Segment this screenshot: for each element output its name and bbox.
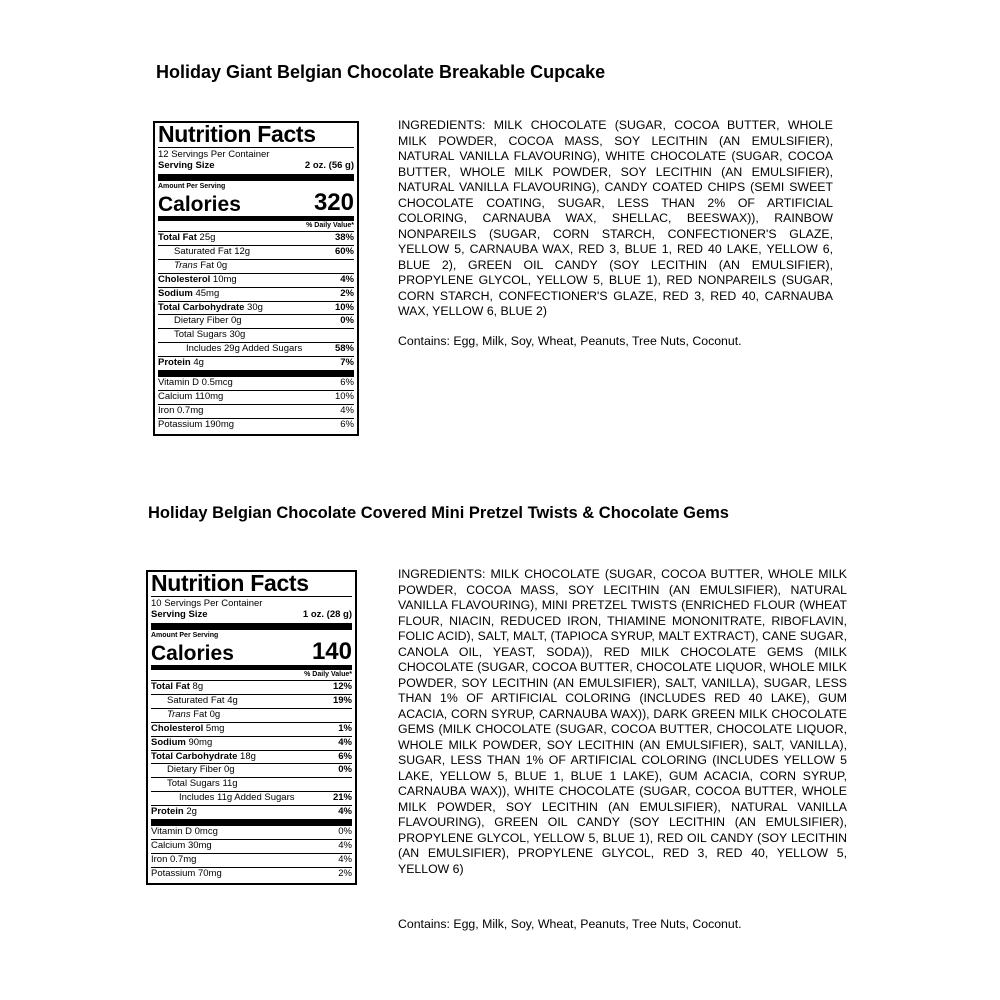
divider [158, 370, 354, 377]
total-carbohydrate-row [158, 301, 354, 315]
nutrient-label: Calcium 30mg [151, 840, 212, 852]
protein-row [158, 356, 354, 370]
nutrient-label: Dietary Fiber 0g [174, 315, 242, 327]
sodium-row [158, 287, 354, 301]
nutrient-dv: 21% [332, 792, 352, 804]
nutrient-dv: 2% [340, 287, 354, 299]
iron-row [158, 404, 354, 418]
nutrient-dv: 19% [332, 694, 352, 706]
nutrient-label: Total Fat [151, 680, 190, 692]
calcium-row [151, 839, 352, 853]
calories-value: 320 [313, 188, 354, 216]
nutrient-label: Potassium 190mg [158, 418, 235, 430]
iron-row [151, 853, 352, 867]
nutrient-label: Cholesterol [158, 273, 211, 285]
total-fat-row [151, 680, 352, 694]
dietary-fiber-row [158, 314, 354, 328]
serving-size-label: Serving Size [158, 159, 215, 171]
saturated-fat-row [158, 245, 354, 259]
calcium-row [158, 390, 354, 404]
nutrition-facts-label [146, 570, 357, 885]
nutrient-dv: 6% [338, 750, 352, 762]
amount-per-serving: Amount Per Serving [151, 631, 219, 639]
vitamin-d-row [158, 377, 354, 390]
nutrient-label: Total Carbohydrate [151, 750, 238, 762]
nutrient-amount: 8g [192, 680, 204, 692]
nutrient-dv: 4% [338, 840, 352, 852]
serving-size [158, 161, 354, 172]
nutrient-dv: 10% [334, 301, 354, 313]
nutrient-label: Total Sugars 11g [167, 778, 238, 790]
vitamin-d-row [151, 826, 352, 839]
total-sugars-row [151, 777, 352, 791]
added-sugars-row [151, 791, 352, 805]
sodium-row [151, 736, 352, 750]
nutrient-label: Trans [167, 708, 191, 720]
nutrient-label: Iron 0.7mg [158, 405, 204, 416]
nutrient-label: Dietary Fiber 0g [167, 764, 235, 776]
nutrient-label: Includes 29g Added Sugars [186, 343, 303, 355]
nutrient-label: Includes 11g Added Sugars [179, 792, 295, 804]
trans-fat-row [158, 259, 354, 273]
nutrient-dv: 6% [340, 377, 354, 389]
product-title: Holiday Giant Belgian Chocolate Breakable Cupcake [156, 62, 606, 82]
nutrient-dv: 0% [340, 315, 354, 327]
calories-row [151, 637, 352, 665]
calories-label: Calories [151, 641, 234, 665]
nutrient-dv: 4% [340, 273, 354, 285]
total-sugars-row [158, 328, 354, 342]
nutrient-amount: 30g [247, 301, 263, 313]
calories-label: Calories [158, 192, 241, 216]
nutrient-dv: 0% [338, 764, 352, 776]
nutrient-label: Protein [151, 806, 184, 818]
cholesterol-row [151, 722, 352, 736]
nutrient-amount: 90mg [188, 736, 213, 748]
nutrient-amount: 10mg [212, 273, 237, 285]
serving-size-value: 2 oz. (56 g) [304, 159, 354, 171]
nutrient-amount: Fat 0g [200, 259, 228, 271]
trans-fat-row [151, 708, 352, 722]
potassium-row [151, 867, 352, 881]
nutrient-dv: 2% [338, 867, 352, 879]
nutrient-amount: 18g [240, 750, 256, 762]
divider [151, 819, 352, 826]
serving-size-value: 1 oz. (28 g) [302, 608, 352, 620]
allergen-statement: Contains: Egg, Milk, Soy, Wheat, Peanuts, Tree Nuts, Coconut. [398, 334, 742, 348]
nutrient-label: Sodium [158, 287, 193, 299]
nutrient-dv: 0% [338, 826, 352, 838]
nutrient-label: Trans [174, 259, 198, 271]
nutrient-dv: 58% [334, 343, 354, 355]
nutrient-dv: 4% [338, 806, 352, 818]
nutrient-dv: 1% [338, 722, 352, 734]
nutrient-label: Total Fat [158, 231, 197, 243]
cholesterol-row [158, 273, 354, 287]
divider [158, 174, 354, 181]
nutrient-dv: 4% [340, 405, 354, 416]
nutrient-label: Calcium 110mg [158, 391, 224, 403]
amount-per-serving: Amount Per Serving [158, 182, 226, 190]
dietary-fiber-row [151, 763, 352, 777]
serving-size [151, 610, 352, 621]
nutrient-label: Total Carbohydrate [158, 301, 245, 313]
nutrient-label: Total Sugars 30g [174, 329, 246, 341]
daily-value-header: % Daily Value* [151, 669, 352, 680]
nutrient-label: Saturated Fat 4g [167, 694, 238, 706]
nutrient-label: Saturated Fat 12g [174, 245, 251, 257]
ingredients-text: INGREDIENTS: MILK CHOCOLATE (SUGAR, COCOA BUTTER, WHOLE MILK POWDER, COCOA MASS, SOY LECITHIN (AN EMULSIFIER), NATURAL VANILLA FLAVOURING), MINI PRETZEL TWISTS (ENRICHED FLOUR (WHEAT FLOUR, NIACIN, REDUCED IRON, THIAMINE MONONITRATE, RIBOFLAVIN, FOLIC ACID), SALT, MALT, (TAPIOCA SYRUP, MALT EXTRACT), CANE SUGAR, CANOLA OIL, YEAST, SODA)), RED MILK CHOCOLATE GEMS (MILK CHOCOLATE (SUGAR, COCOA BUTTER, CHOCOLATE LIQUOR, WHOLE MILK POWDER, SOY LECITHIN (AN EMULSIFIER), SALT, VANILLA), SUGAR, LESS THAN 1% OF ARTIFICIAL COLORING (INCLUDES RED 40 LAKE), GUM ACACIA, CORN SYRUP, CARNAUBA WAX)), DARK GREEN MILK CHOCOLATE GEMS (MILK CHOCOLATE (SUGAR, COCOA BUTTER, CHOCOLATE LIQUOR, WHOLE MILK POWDER, SOY LECITHIN (AN EMULSIFIER), SALT, VANILLA), SUGAR, LESS THAN 1% OF ARTIFICIAL COLORING (INCLUDES YELLOW 5 LAKE, YELLOW 5, BLUE 1, BLUE 1 LAKE), GUM ACACIA, CORN SYRUP, CARNAUBA WAX)), WHITE CHOCOLATE (SUGAR, COCOA BUTTER, WHOLE MILK POWDER, SOY LECITHIN (AN EMULSIFIER), NATURAL VANILLA FLAVOURING), GREEN OIL CANDY (SOY LECITHIN (AN EMULSIFIER), PROPYLENE GLYCOL, YELLOW 5, BLUE 1), RED OIL CANDY (SOY LECITHIN (AN EMULSIFIER), PROPYLENE GLYCOL, RED 3, RED 40, YELLOW 5, YELLOW 6) [398, 567, 847, 876]
nutrient-label: Potassium 70mg [151, 867, 222, 879]
nutrient-label: Vitamin D 0.5mcg [158, 377, 233, 389]
potassium-row [158, 418, 354, 432]
nutrition-facts-heading: Nutrition Facts [158, 123, 354, 148]
nutrient-amount: 5mg [205, 722, 225, 734]
nutrient-dv: 4% [338, 854, 352, 865]
added-sugars-row [158, 342, 354, 356]
ingredients-text: INGREDIENTS: MILK CHOCOLATE (SUGAR, COCOA BUTTER, WHOLE MILK POWDER, COCOA MASS, SOY LECITHIN (AN EMULSIFIER), NATURAL VANILLA FLAVOURING), WHITE CHOCOLATE (SUGAR, COCOA BUTTER, WHOLE MILK POWDER, SOY LECITHIN (AN EMULSIFIER), NATURAL VANILLA FLAVOURING), CANDY COATED CHIPS (SEMI SWEET CHOCOLATE COATING, SUGAR, LESS THAN 2% OF ARTIFICIAL COLORING, CARNAUBA WAX, SHELLAC, BEESWAX)), RAINBOW NONPAREILS (SUGAR, CORN STARCH, CONFECTIONER'S GLAZE, YELLOW 5, CARNAUBA WAX, RED 3, BLUE 1, RED 40 LAKE, YELLOW 6, BLUE 2), GREEN OIL CANDY (SOY LECITHIN (AN EMULSIFIER), PROPYLENE GLYCOL, YELLOW 5, BLUE 1), RED NONPAREILS (SUGAR, CORN STARCH, CONFECTIONER'S GLAZE, RED 3, RED 40, CARNAUBA WAX, YELLOW 6, BLUE 2) [398, 118, 833, 318]
calories-value: 140 [311, 637, 352, 665]
nutrition-facts-label [153, 121, 359, 436]
nutrient-dv: 4% [338, 736, 352, 748]
total-carbohydrate-row [151, 750, 352, 764]
nutrient-label: Protein [158, 357, 191, 369]
total-fat-row [158, 231, 354, 245]
nutrient-label: Cholesterol [151, 722, 204, 734]
nutrient-dv: 10% [334, 391, 354, 403]
nutrition-facts-heading: Nutrition Facts [151, 572, 352, 597]
nutrient-label: Iron 0.7mg [151, 854, 197, 865]
saturated-fat-row [151, 694, 352, 708]
nutrient-amount: 4g [193, 357, 204, 369]
nutrient-dv: 60% [334, 245, 354, 257]
nutrient-dv: 6% [340, 418, 354, 430]
daily-value-header: % Daily Value* [158, 220, 354, 231]
nutrient-dv: 38% [334, 231, 354, 243]
product-title: Holiday Belgian Chocolate Covered Mini Pretzel Twists & Chocolate Gems [148, 504, 729, 522]
protein-row [151, 805, 352, 819]
servings-per-container: 12 Servings Per Container [158, 149, 270, 160]
servings-per-container: 10 Servings Per Container [151, 598, 263, 609]
nutrient-dv: 12% [332, 680, 352, 692]
calories-row [158, 188, 354, 216]
nutrient-amount: 45mg [195, 287, 220, 299]
nutrient-amount: 2g [186, 806, 197, 818]
nutrient-label: Sodium [151, 736, 186, 748]
nutrient-label: Vitamin D 0mcg [151, 826, 218, 838]
nutrient-dv: 7% [340, 357, 354, 369]
nutrient-amount: Fat 0g [193, 708, 221, 720]
divider [151, 623, 352, 630]
serving-size-label: Serving Size [151, 608, 208, 620]
nutrient-amount: 25g [199, 231, 216, 243]
allergen-statement: Contains: Egg, Milk, Soy, Wheat, Peanuts, Tree Nuts, Coconut. [398, 917, 742, 931]
